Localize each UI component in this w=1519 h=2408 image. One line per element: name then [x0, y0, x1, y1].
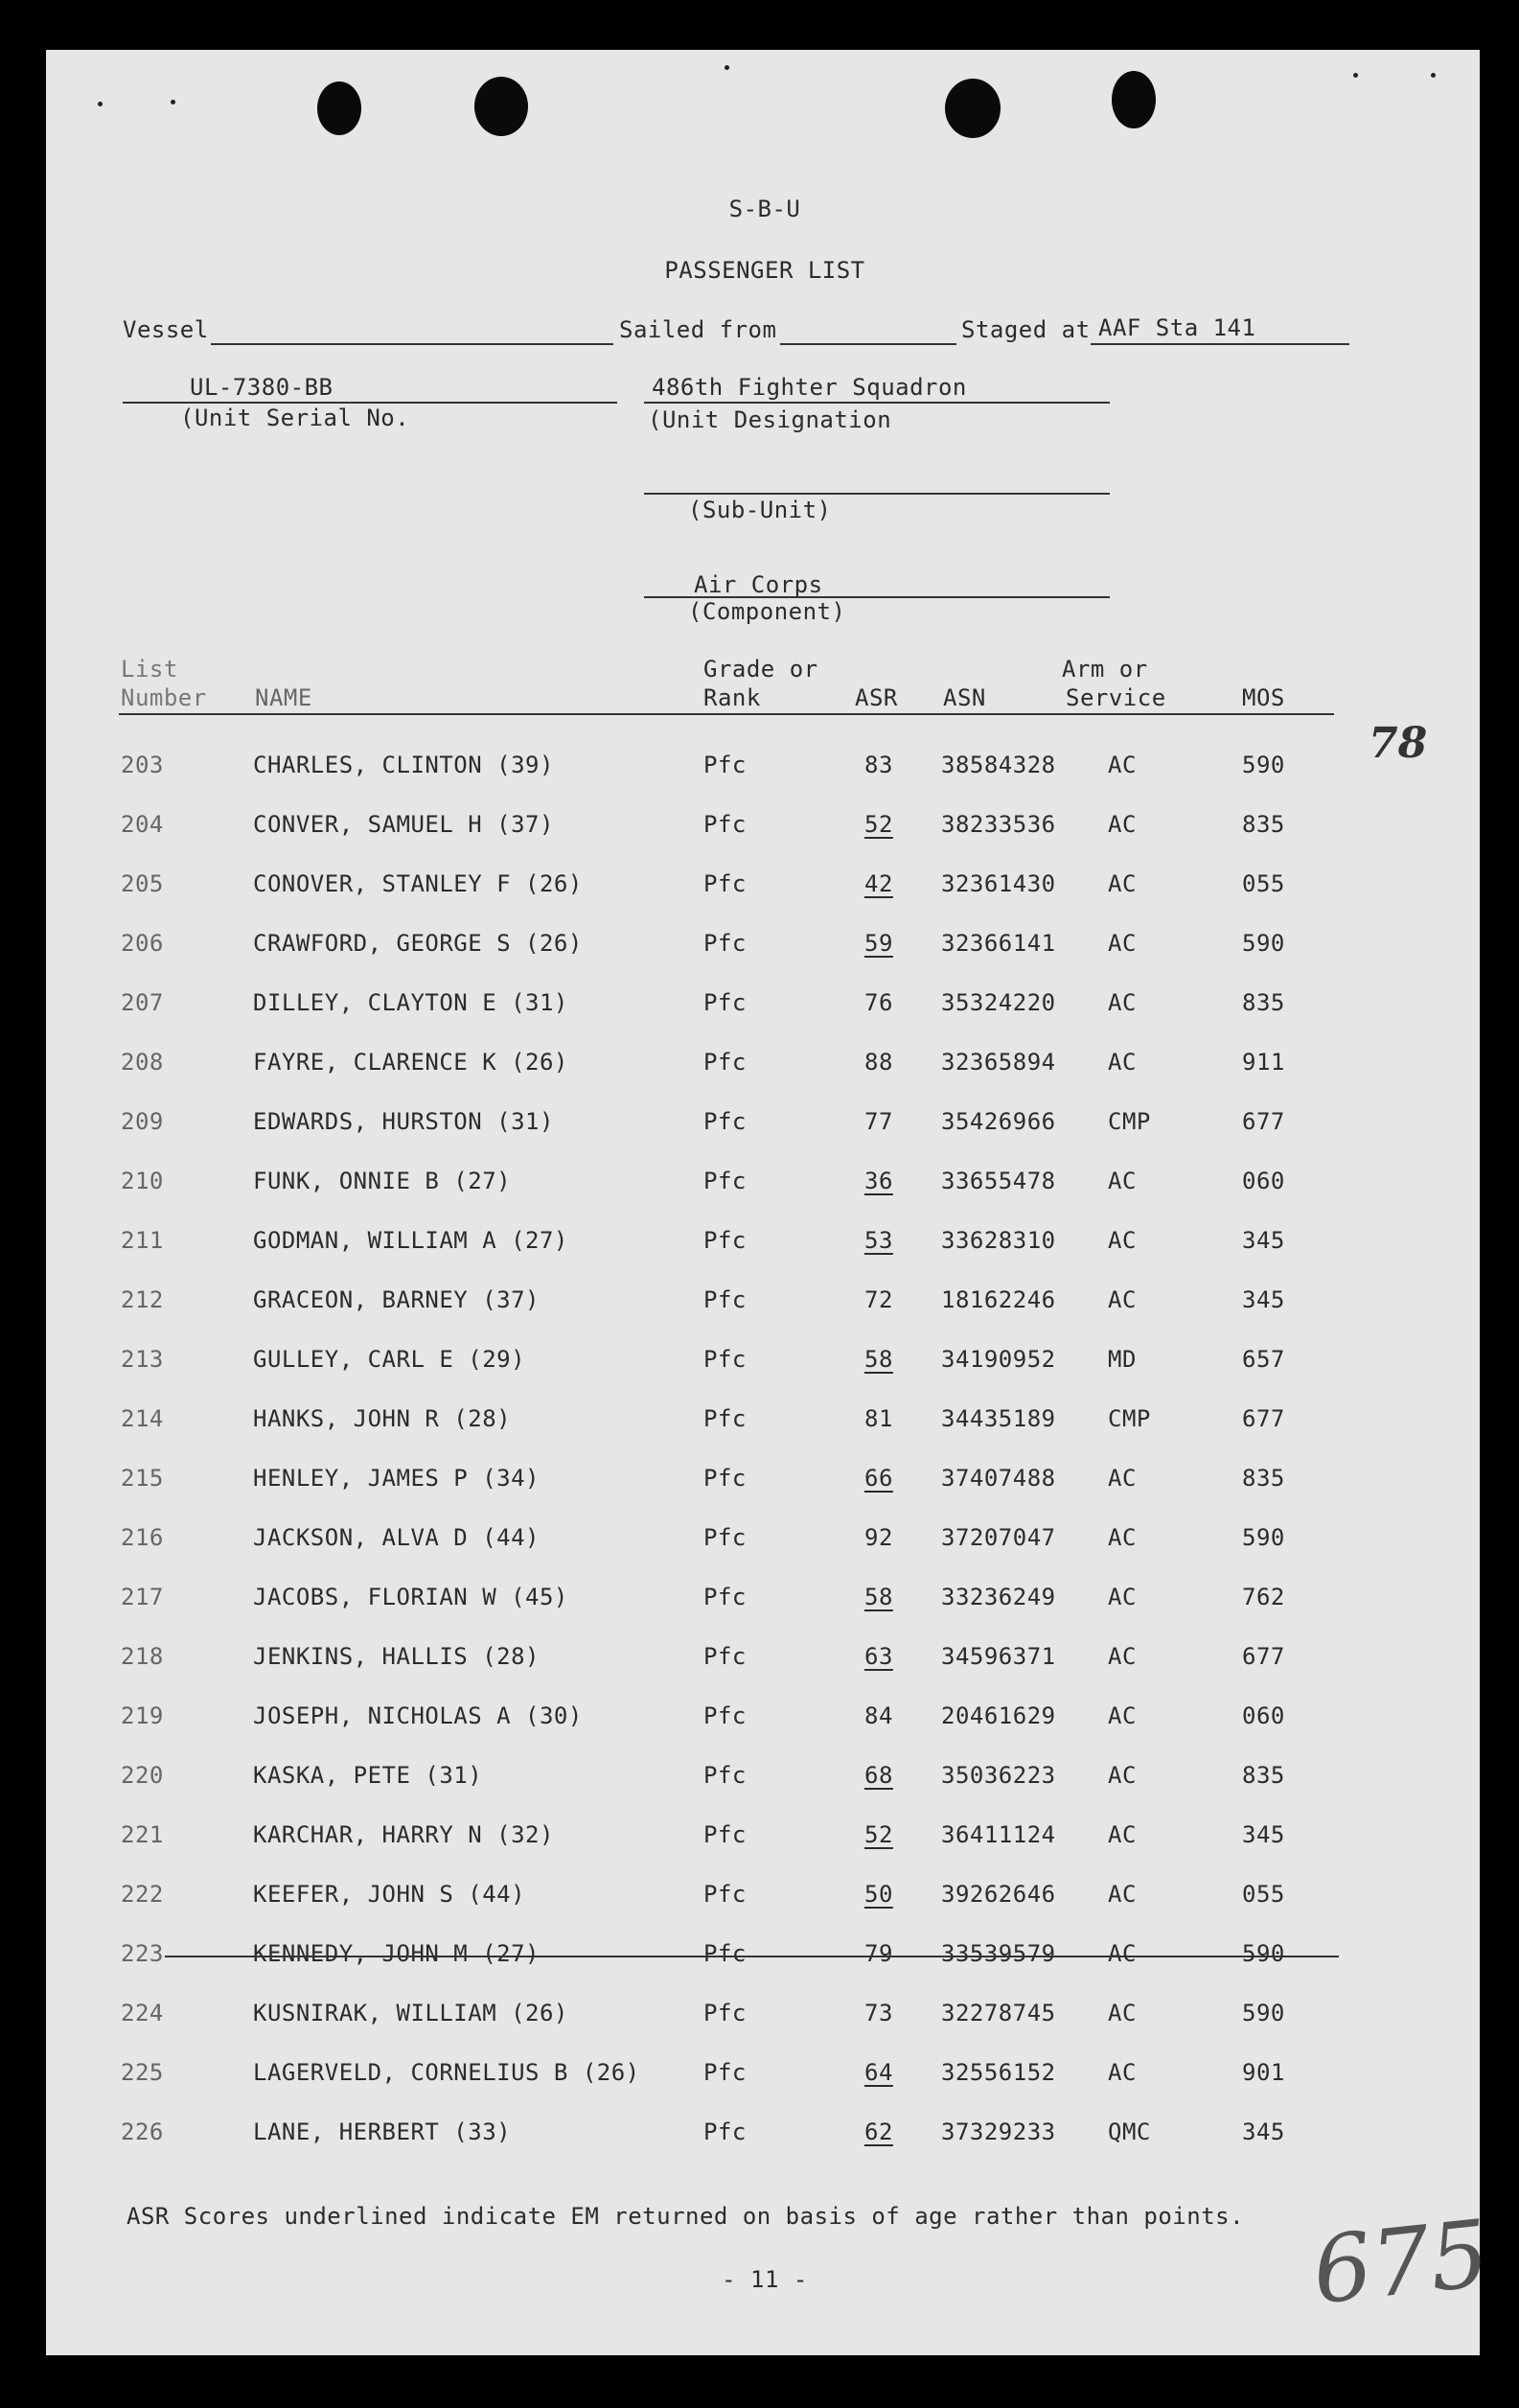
row-mos: 657: [1242, 1346, 1285, 1373]
row-mos: 835: [1242, 1465, 1285, 1492]
row-arm: AC: [1108, 870, 1137, 897]
sailed-from-field-line: [780, 343, 956, 345]
row-number: 210: [121, 1168, 164, 1194]
row-asn: 35426966: [941, 1108, 1056, 1135]
row-grade: Pfc: [703, 1227, 747, 1254]
row-number: 204: [121, 811, 164, 838]
row-asr: 79: [864, 1940, 893, 1967]
row-number: 226: [121, 2119, 164, 2145]
row-mos: 677: [1242, 1643, 1285, 1670]
row-asr: 81: [864, 1405, 893, 1432]
row-grade: Pfc: [703, 752, 747, 778]
staged-at-value: AAF Sta 141: [1098, 314, 1256, 341]
punch-hole: [1112, 71, 1156, 128]
row-grade: Pfc: [703, 2000, 747, 2026]
col-grade-top: Grade or: [703, 656, 818, 683]
component-value: Air Corps: [694, 571, 823, 598]
row-arm: MD: [1108, 1346, 1137, 1373]
row-mos: 901: [1242, 2059, 1285, 2086]
row-number: 213: [121, 1346, 164, 1373]
strikethrough-line: [165, 1956, 1339, 1957]
row-arm: CMP: [1108, 1405, 1151, 1432]
row-number: 205: [121, 870, 164, 897]
row-name: HENLEY, JAMES P (34): [253, 1465, 540, 1492]
row-mos: 590: [1242, 1940, 1285, 1967]
row-mos: 835: [1242, 989, 1285, 1016]
row-asr: 59: [864, 930, 893, 957]
row-arm: AC: [1108, 1821, 1137, 1848]
row-asn: 35324220: [941, 989, 1056, 1016]
row-arm: AC: [1108, 1940, 1137, 1967]
punch-hole: [474, 77, 528, 136]
row-grade: Pfc: [703, 870, 747, 897]
sailed-from-label: Sailed from: [619, 316, 777, 343]
row-number: 223: [121, 1940, 164, 1967]
row-grade: Pfc: [703, 1762, 747, 1789]
row-asn: 37407488: [941, 1465, 1056, 1492]
col-mos: MOS: [1242, 684, 1285, 711]
col-list-number-top: List: [121, 656, 178, 683]
row-asr: 53: [864, 1227, 893, 1254]
col-list-number: Number: [121, 684, 207, 711]
col-asr: ASR: [855, 684, 898, 711]
row-name: KEEFER, JOHN S (44): [253, 1881, 526, 1908]
sub-unit-label: (Sub-Unit): [688, 497, 832, 523]
row-number: 212: [121, 1286, 164, 1313]
row-number: 216: [121, 1524, 164, 1551]
row-asr: 52: [864, 811, 893, 838]
col-arm: Service: [1066, 684, 1166, 711]
row-mos: 345: [1242, 1286, 1285, 1313]
row-name: KENNEDY, JOHN M (27): [253, 1940, 540, 1967]
row-number: 219: [121, 1702, 164, 1729]
row-grade: Pfc: [703, 1643, 747, 1670]
row-asn: 33628310: [941, 1227, 1056, 1254]
punch-hole: [945, 79, 1001, 138]
row-asn: 38584328: [941, 752, 1056, 778]
unit-designation-value: 486th Fighter Squadron: [652, 374, 967, 401]
row-number: 224: [121, 2000, 164, 2026]
row-number: 225: [121, 2059, 164, 2086]
row-asn: 35036223: [941, 1762, 1056, 1789]
row-asn: 33655478: [941, 1168, 1056, 1194]
footnote: ASR Scores underlined indicate EM returned on basis of age rather than points.: [127, 2203, 1245, 2230]
unit-serial-line: [123, 402, 617, 404]
row-arm: AC: [1108, 2059, 1137, 2086]
row-arm: AC: [1108, 752, 1137, 778]
row-number: 221: [121, 1821, 164, 1848]
row-asr: 64: [864, 2059, 893, 2086]
form-code: S-B-U: [728, 196, 801, 222]
row-number: 217: [121, 1584, 164, 1610]
row-name: JACKSON, ALVA D (44): [253, 1524, 540, 1551]
row-asr: 77: [864, 1108, 893, 1135]
row-arm: AC: [1108, 1881, 1137, 1908]
row-name: KASKA, PETE (31): [253, 1762, 483, 1789]
row-mos: 677: [1242, 1405, 1285, 1432]
row-mos: 055: [1242, 1881, 1285, 1908]
row-grade: Pfc: [703, 1286, 747, 1313]
col-arm-top: Arm or: [1062, 656, 1148, 683]
row-arm: AC: [1108, 2000, 1137, 2026]
row-name: CRAWFORD, GEORGE S (26): [253, 930, 583, 957]
row-name: LAGERVELD, CORNELIUS B (26): [253, 2059, 640, 2086]
row-asn: 34190952: [941, 1346, 1056, 1373]
row-mos: 055: [1242, 870, 1285, 897]
row-asr: 58: [864, 1584, 893, 1610]
row-grade: Pfc: [703, 1346, 747, 1373]
row-asr: 52: [864, 1821, 893, 1848]
row-asr: 62: [864, 2119, 893, 2145]
row-asr: 66: [864, 1465, 893, 1492]
row-arm: AC: [1108, 989, 1137, 1016]
row-asn: 34435189: [941, 1405, 1056, 1432]
row-asr: 50: [864, 1881, 893, 1908]
row-name: KARCHAR, HARRY N (32): [253, 1821, 554, 1848]
vessel-label: Vessel: [123, 316, 209, 343]
row-number: 206: [121, 930, 164, 957]
row-asn: 18162246: [941, 1286, 1056, 1313]
row-arm: AC: [1108, 1524, 1137, 1551]
document-page: [46, 50, 1494, 2355]
row-name: DILLEY, CLAYTON E (31): [253, 989, 568, 1016]
row-number: 220: [121, 1762, 164, 1789]
row-grade: Pfc: [703, 1168, 747, 1194]
row-mos: 060: [1242, 1168, 1285, 1194]
row-asr: 84: [864, 1702, 893, 1729]
row-name: GULLEY, CARL E (29): [253, 1346, 526, 1373]
row-number: 215: [121, 1465, 164, 1492]
row-grade: Pfc: [703, 1405, 747, 1432]
row-mos: 345: [1242, 2119, 1285, 2145]
row-asn: 39262646: [941, 1881, 1056, 1908]
row-asn: 34596371: [941, 1643, 1056, 1670]
row-grade: Pfc: [703, 811, 747, 838]
row-grade: Pfc: [703, 1465, 747, 1492]
row-mos: 345: [1242, 1227, 1285, 1254]
row-grade: Pfc: [703, 1584, 747, 1610]
row-asn: 37207047: [941, 1524, 1056, 1551]
row-arm: AC: [1108, 1227, 1137, 1254]
row-number: 218: [121, 1643, 164, 1670]
page-number: - 11 -: [722, 2266, 808, 2293]
row-number: 222: [121, 1881, 164, 1908]
row-name: FAYRE, CLARENCE K (26): [253, 1049, 568, 1076]
row-arm: AC: [1108, 930, 1137, 957]
unit-designation-label: (Unit Designation: [648, 406, 892, 433]
row-name: GODMAN, WILLIAM A (27): [253, 1227, 568, 1254]
row-arm: CMP: [1108, 1108, 1151, 1135]
row-name: HANKS, JOHN R (28): [253, 1405, 512, 1432]
row-asn: 32556152: [941, 2059, 1056, 2086]
row-mos: 060: [1242, 1702, 1285, 1729]
row-grade: Pfc: [703, 2119, 747, 2145]
row-asn: 32361430: [941, 870, 1056, 897]
row-asr: 36: [864, 1168, 893, 1194]
row-name: FUNK, ONNIE B (27): [253, 1168, 512, 1194]
row-asr: 72: [864, 1286, 893, 1313]
row-asn: 33539579: [941, 1940, 1056, 1967]
row-asr: 42: [864, 870, 893, 897]
row-mos: 835: [1242, 811, 1285, 838]
row-grade: Pfc: [703, 1108, 747, 1135]
row-name: JENKINS, HALLIS (28): [253, 1643, 540, 1670]
punch-hole: [317, 81, 361, 135]
row-arm: AC: [1108, 1584, 1137, 1610]
row-name: KUSNIRAK, WILLIAM (26): [253, 2000, 568, 2026]
row-mos: 911: [1242, 1049, 1285, 1076]
row-asn: 32365894: [941, 1049, 1056, 1076]
row-grade: Pfc: [703, 1524, 747, 1551]
row-name: GRACEON, BARNEY (37): [253, 1286, 540, 1313]
row-mos: 345: [1242, 1821, 1285, 1848]
component-label: (Component): [688, 598, 846, 625]
row-arm: AC: [1108, 811, 1137, 838]
row-mos: 590: [1242, 752, 1285, 778]
col-asn: ASN: [943, 684, 986, 711]
staged-at-label: Staged at: [961, 316, 1091, 343]
row-arm: AC: [1108, 1049, 1137, 1076]
row-arm: AC: [1108, 1465, 1137, 1492]
row-asr: 88: [864, 1049, 893, 1076]
sub-unit-line: [644, 493, 1110, 495]
row-name: LANE, HERBERT (33): [253, 2119, 512, 2145]
row-name: CHARLES, CLINTON (39): [253, 752, 554, 778]
row-name: EDWARDS, HURSTON (31): [253, 1108, 554, 1135]
row-mos: 835: [1242, 1762, 1285, 1789]
row-asr: 63: [864, 1643, 893, 1670]
page-title: PASSENGER LIST: [664, 257, 865, 284]
row-arm: AC: [1108, 1762, 1137, 1789]
row-mos: 762: [1242, 1584, 1285, 1610]
row-asr: 76: [864, 989, 893, 1016]
row-asr: 92: [864, 1524, 893, 1551]
row-asn: 20461629: [941, 1702, 1056, 1729]
header-rule: [119, 713, 1334, 715]
col-name: NAME: [255, 684, 312, 711]
row-asn: 38233536: [941, 811, 1056, 838]
row-mos: 590: [1242, 930, 1285, 957]
row-grade: Pfc: [703, 1940, 747, 1967]
unit-serial-value: UL-7380-BB: [190, 374, 334, 401]
col-grade: Rank: [703, 684, 761, 711]
row-number: 208: [121, 1049, 164, 1076]
row-asn: 36411124: [941, 1821, 1056, 1848]
row-grade: Pfc: [703, 1821, 747, 1848]
row-name: JACOBS, FLORIAN W (45): [253, 1584, 568, 1610]
row-grade: Pfc: [703, 1702, 747, 1729]
row-grade: Pfc: [703, 930, 747, 957]
row-asn: 32278745: [941, 2000, 1056, 2026]
row-grade: Pfc: [703, 1049, 747, 1076]
row-arm: QMC: [1108, 2119, 1151, 2145]
row-arm: AC: [1108, 1168, 1137, 1194]
row-asr: 73: [864, 2000, 893, 2026]
margin-number: 78: [1369, 719, 1428, 768]
row-arm: AC: [1108, 1702, 1137, 1729]
unit-designation-line: [644, 402, 1110, 404]
row-asr: 68: [864, 1762, 893, 1789]
row-mos: 677: [1242, 1108, 1285, 1135]
vessel-field-line: [211, 343, 613, 345]
row-grade: Pfc: [703, 2059, 747, 2086]
row-asn: 32366141: [941, 930, 1056, 957]
row-mos: 590: [1242, 2000, 1285, 2026]
staged-at-field-line: [1091, 343, 1349, 345]
row-asr: 83: [864, 752, 893, 778]
row-asr: 58: [864, 1346, 893, 1373]
row-number: 211: [121, 1227, 164, 1254]
row-name: CONVER, SAMUEL H (37): [253, 811, 554, 838]
row-arm: AC: [1108, 1643, 1137, 1670]
row-number: 209: [121, 1108, 164, 1135]
row-name: JOSEPH, NICHOLAS A (30): [253, 1702, 583, 1729]
row-arm: AC: [1108, 1286, 1137, 1313]
row-grade: Pfc: [703, 989, 747, 1016]
row-mos: 590: [1242, 1524, 1285, 1551]
row-name: CONOVER, STANLEY F (26): [253, 870, 583, 897]
row-asn: 33236249: [941, 1584, 1056, 1610]
handwritten-number: 675: [1307, 2199, 1494, 2326]
row-number: 214: [121, 1405, 164, 1432]
row-asn: 37329233: [941, 2119, 1056, 2145]
row-number: 207: [121, 989, 164, 1016]
unit-serial-label: (Unit Serial No.: [180, 405, 410, 431]
row-grade: Pfc: [703, 1881, 747, 1908]
row-number: 203: [121, 752, 164, 778]
